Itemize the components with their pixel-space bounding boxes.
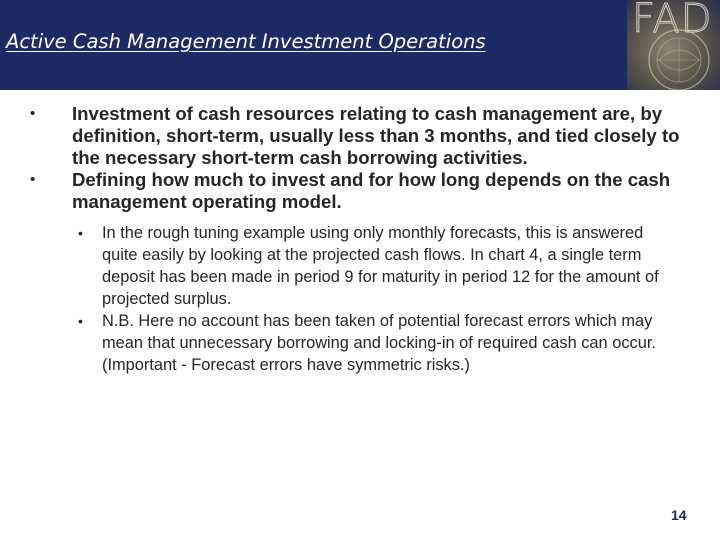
sub-bullet-text: In the rough tuning example using only monthly forecasts, this is answered quite easily by looking at the projected cash flows. In chart 4, a single term deposit has been made in period 9 for maturity in period 12 for the amount of projected surplus. xyxy=(102,224,659,308)
fad-logo xyxy=(627,0,720,90)
slide-title: Active Cash Management Investment Operations xyxy=(6,30,486,53)
page-number: 14 xyxy=(671,507,687,523)
logo-text: FAD xyxy=(632,0,713,42)
bullet-dot-icon: • xyxy=(30,105,36,122)
bullet-dot-icon: • xyxy=(30,171,36,188)
bullet-text: Investment of cash resources relating to cash management are, by definition, short-term, usually less than 3 months, and tied closely to the necessary short-term cash borrowing activities. xyxy=(72,103,680,168)
sub-bullet-item xyxy=(30,310,680,376)
bullet-dot-icon: • xyxy=(78,313,83,329)
bullet-text: Defining how much to invest and for how long depends on the cash management operating model. xyxy=(72,169,671,212)
sub-bullet-list xyxy=(30,222,680,376)
bullet-item xyxy=(30,169,680,213)
bullet-dot-icon: • xyxy=(78,225,83,241)
sub-bullet-text: N.B. Here no account has been taken of potential forecast errors which may mean that unnecessary borrowing and locking-in of required cash can occur. (Important - Forecast errors have symmetric risks.) xyxy=(102,312,656,374)
bullet-item xyxy=(30,103,680,169)
slide-header xyxy=(0,0,720,90)
slide-body xyxy=(30,103,680,376)
sub-bullet-item xyxy=(30,222,680,310)
